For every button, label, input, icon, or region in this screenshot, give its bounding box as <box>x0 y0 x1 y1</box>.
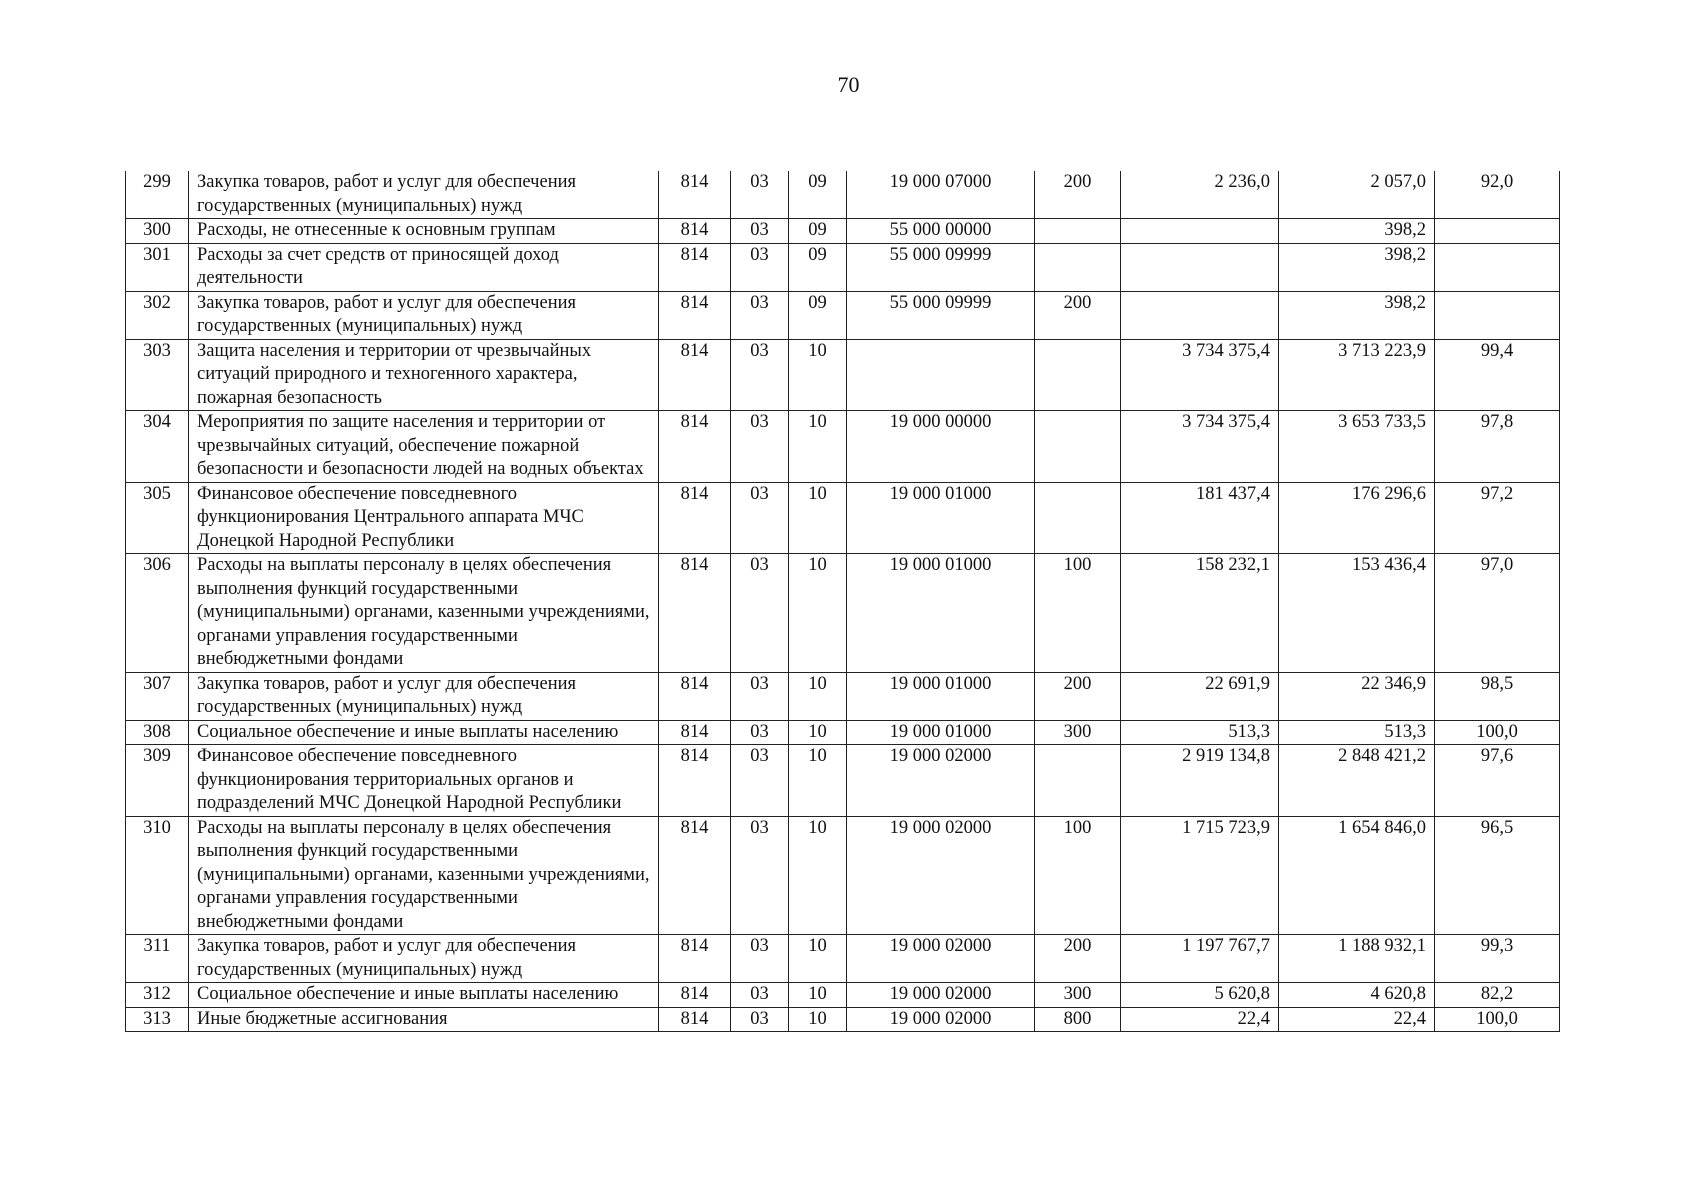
subsection-code-cell: 10 <box>789 816 847 935</box>
target-article-cell: 55 000 00000 <box>847 219 1035 244</box>
target-article-cell: 19 000 02000 <box>847 745 1035 817</box>
expense-name-cell: Расходы, не отнесенные к основным группам <box>189 219 659 244</box>
actual-amount-cell: 153 436,4 <box>1279 554 1435 673</box>
subsection-code-cell: 10 <box>789 935 847 983</box>
execution-percent-cell <box>1435 219 1560 244</box>
execution-percent-cell: 100,0 <box>1435 1007 1560 1032</box>
target-article-cell: 19 000 02000 <box>847 1007 1035 1032</box>
table-row <box>126 554 1560 673</box>
actual-amount-cell: 1 188 932,1 <box>1279 935 1435 983</box>
section-code-cell: 03 <box>731 411 789 483</box>
section-code-cell: 03 <box>731 935 789 983</box>
ministry-code-cell: 814 <box>659 339 731 411</box>
ministry-code-cell: 814 <box>659 411 731 483</box>
planned-amount-cell: 2 919 134,8 <box>1121 745 1279 817</box>
table-row <box>126 243 1560 291</box>
subsection-code-cell: 10 <box>789 482 847 554</box>
expense-type-cell <box>1035 745 1121 817</box>
actual-amount-cell: 22 346,9 <box>1279 672 1435 720</box>
execution-percent-cell: 97,8 <box>1435 411 1560 483</box>
planned-amount-cell: 2 236,0 <box>1121 171 1279 219</box>
row-number-cell: 299 <box>126 171 189 219</box>
actual-amount-cell: 513,3 <box>1279 720 1435 745</box>
execution-percent-cell: 82,2 <box>1435 983 1560 1008</box>
row-number-cell: 306 <box>126 554 189 673</box>
subsection-code-cell: 10 <box>789 339 847 411</box>
planned-amount-cell <box>1121 219 1279 244</box>
planned-amount-cell: 3 734 375,4 <box>1121 411 1279 483</box>
table-row <box>126 983 1560 1008</box>
ministry-code-cell: 814 <box>659 720 731 745</box>
expense-name-cell: Расходы на выплаты персоналу в целях обеспечения выполнения функций государственными (муниципальными) органами, казенными учреждениями, органами управления государственными внебюджетными фондами <box>189 816 659 935</box>
table-row <box>126 171 1560 219</box>
section-code-cell: 03 <box>731 243 789 291</box>
ministry-code-cell: 814 <box>659 935 731 983</box>
subsection-code-cell: 09 <box>789 243 847 291</box>
expense-type-cell: 200 <box>1035 672 1121 720</box>
actual-amount-cell: 2 848 421,2 <box>1279 745 1435 817</box>
table-row <box>126 672 1560 720</box>
row-number-cell: 301 <box>126 243 189 291</box>
table-row <box>126 1007 1560 1032</box>
planned-amount-cell: 5 620,8 <box>1121 983 1279 1008</box>
execution-percent-cell <box>1435 291 1560 339</box>
expense-type-cell: 200 <box>1035 935 1121 983</box>
expense-name-cell: Финансовое обеспечение повседневного функционирования территориальных органов и подразделений МЧС Донецкой Народной Республики <box>189 745 659 817</box>
row-number-cell: 312 <box>126 983 189 1008</box>
ministry-code-cell: 814 <box>659 672 731 720</box>
subsection-code-cell: 10 <box>789 672 847 720</box>
budget-table <box>125 171 1560 1032</box>
subsection-code-cell: 09 <box>789 219 847 244</box>
target-article-cell: 19 000 01000 <box>847 720 1035 745</box>
execution-percent-cell: 100,0 <box>1435 720 1560 745</box>
table-row <box>126 219 1560 244</box>
ministry-code-cell: 814 <box>659 816 731 935</box>
subsection-code-cell: 09 <box>789 291 847 339</box>
planned-amount-cell: 158 232,1 <box>1121 554 1279 673</box>
execution-percent-cell: 98,5 <box>1435 672 1560 720</box>
section-code-cell: 03 <box>731 720 789 745</box>
expense-name-cell: Финансовое обеспечение повседневного функционирования Центрального аппарата МЧС Донецкой Народной Республики <box>189 482 659 554</box>
expense-type-cell <box>1035 411 1121 483</box>
expense-type-cell <box>1035 339 1121 411</box>
actual-amount-cell: 22,4 <box>1279 1007 1435 1032</box>
expense-name-cell: Закупка товаров, работ и услуг для обеспечения государственных (муниципальных) нужд <box>189 171 659 219</box>
table-row <box>126 935 1560 983</box>
expense-name-cell: Закупка товаров, работ и услуг для обеспечения государственных (муниципальных) нужд <box>189 672 659 720</box>
planned-amount-cell <box>1121 291 1279 339</box>
row-number-cell: 313 <box>126 1007 189 1032</box>
ministry-code-cell: 814 <box>659 554 731 673</box>
row-number-cell: 311 <box>126 935 189 983</box>
actual-amount-cell: 398,2 <box>1279 219 1435 244</box>
table-body <box>126 171 1560 1032</box>
table-row <box>126 816 1560 935</box>
ministry-code-cell: 814 <box>659 1007 731 1032</box>
expense-type-cell: 100 <box>1035 816 1121 935</box>
expense-name-cell: Социальное обеспечение и иные выплаты населению <box>189 720 659 745</box>
row-number-cell: 300 <box>126 219 189 244</box>
section-code-cell: 03 <box>731 482 789 554</box>
expense-type-cell: 200 <box>1035 171 1121 219</box>
ministry-code-cell: 814 <box>659 291 731 339</box>
expense-name-cell: Закупка товаров, работ и услуг для обеспечения государственных (муниципальных) нужд <box>189 935 659 983</box>
planned-amount-cell: 513,3 <box>1121 720 1279 745</box>
target-article-cell: 19 000 02000 <box>847 816 1035 935</box>
ministry-code-cell: 814 <box>659 482 731 554</box>
execution-percent-cell: 92,0 <box>1435 171 1560 219</box>
section-code-cell: 03 <box>731 745 789 817</box>
table-row <box>126 482 1560 554</box>
target-article-cell: 19 000 01000 <box>847 482 1035 554</box>
row-number-cell: 302 <box>126 291 189 339</box>
ministry-code-cell: 814 <box>659 171 731 219</box>
subsection-code-cell: 09 <box>789 171 847 219</box>
section-code-cell: 03 <box>731 554 789 673</box>
actual-amount-cell: 4 620,8 <box>1279 983 1435 1008</box>
planned-amount-cell: 181 437,4 <box>1121 482 1279 554</box>
row-number-cell: 303 <box>126 339 189 411</box>
planned-amount-cell: 1 197 767,7 <box>1121 935 1279 983</box>
row-number-cell: 307 <box>126 672 189 720</box>
row-number-cell: 308 <box>126 720 189 745</box>
row-number-cell: 305 <box>126 482 189 554</box>
actual-amount-cell: 176 296,6 <box>1279 482 1435 554</box>
table-row <box>126 339 1560 411</box>
target-article-cell: 19 000 01000 <box>847 554 1035 673</box>
subsection-code-cell: 10 <box>789 1007 847 1032</box>
table-row <box>126 745 1560 817</box>
ministry-code-cell: 814 <box>659 243 731 291</box>
execution-percent-cell: 97,0 <box>1435 554 1560 673</box>
ministry-code-cell: 814 <box>659 983 731 1008</box>
target-article-cell: 19 000 02000 <box>847 935 1035 983</box>
actual-amount-cell: 2 057,0 <box>1279 171 1435 219</box>
target-article-cell <box>847 339 1035 411</box>
section-code-cell: 03 <box>731 672 789 720</box>
row-number-cell: 309 <box>126 745 189 817</box>
actual-amount-cell: 1 654 846,0 <box>1279 816 1435 935</box>
execution-percent-cell: 96,5 <box>1435 816 1560 935</box>
target-article-cell: 19 000 00000 <box>847 411 1035 483</box>
expense-name-cell: Закупка товаров, работ и услуг для обеспечения государственных (муниципальных) нужд <box>189 291 659 339</box>
table-row <box>126 720 1560 745</box>
expense-type-cell <box>1035 243 1121 291</box>
section-code-cell: 03 <box>731 816 789 935</box>
subsection-code-cell: 10 <box>789 554 847 673</box>
expense-name-cell: Мероприятия по защите населения и территории от чрезвычайных ситуаций, обеспечение пожарной безопасности и безопасности людей на водных объектах <box>189 411 659 483</box>
ministry-code-cell: 814 <box>659 745 731 817</box>
expense-type-cell <box>1035 219 1121 244</box>
expense-name-cell: Социальное обеспечение и иные выплаты населению <box>189 983 659 1008</box>
subsection-code-cell: 10 <box>789 983 847 1008</box>
expense-type-cell: 800 <box>1035 1007 1121 1032</box>
table-row <box>126 411 1560 483</box>
target-article-cell: 55 000 09999 <box>847 243 1035 291</box>
row-number-cell: 310 <box>126 816 189 935</box>
target-article-cell: 19 000 01000 <box>847 672 1035 720</box>
execution-percent-cell: 97,2 <box>1435 482 1560 554</box>
section-code-cell: 03 <box>731 171 789 219</box>
section-code-cell: 03 <box>731 1007 789 1032</box>
subsection-code-cell: 10 <box>789 411 847 483</box>
expense-name-cell: Иные бюджетные ассигнования <box>189 1007 659 1032</box>
section-code-cell: 03 <box>731 291 789 339</box>
execution-percent-cell: 99,3 <box>1435 935 1560 983</box>
planned-amount-cell: 3 734 375,4 <box>1121 339 1279 411</box>
execution-percent-cell <box>1435 243 1560 291</box>
actual-amount-cell: 398,2 <box>1279 291 1435 339</box>
section-code-cell: 03 <box>731 983 789 1008</box>
ministry-code-cell: 814 <box>659 219 731 244</box>
target-article-cell: 55 000 09999 <box>847 291 1035 339</box>
expense-type-cell: 300 <box>1035 720 1121 745</box>
planned-amount-cell: 22,4 <box>1121 1007 1279 1032</box>
expense-type-cell <box>1035 482 1121 554</box>
section-code-cell: 03 <box>731 219 789 244</box>
expense-name-cell: Расходы на выплаты персоналу в целях обеспечения выполнения функций государственными (муниципальными) органами, казенными учреждениями, органами управления государственными внебюджетными фондами <box>189 554 659 673</box>
target-article-cell: 19 000 07000 <box>847 171 1035 219</box>
expense-type-cell: 100 <box>1035 554 1121 673</box>
expense-type-cell: 300 <box>1035 983 1121 1008</box>
expense-name-cell: Защита населения и территории от чрезвычайных ситуаций природного и техногенного характера, пожарная безопасность <box>189 339 659 411</box>
execution-percent-cell: 99,4 <box>1435 339 1560 411</box>
table-row <box>126 291 1560 339</box>
section-code-cell: 03 <box>731 339 789 411</box>
subsection-code-cell: 10 <box>789 745 847 817</box>
expense-name-cell: Расходы за счет средств от приносящей доход деятельности <box>189 243 659 291</box>
target-article-cell: 19 000 02000 <box>847 983 1035 1008</box>
planned-amount-cell: 22 691,9 <box>1121 672 1279 720</box>
actual-amount-cell: 3 713 223,9 <box>1279 339 1435 411</box>
expense-type-cell: 200 <box>1035 291 1121 339</box>
page-number: 70 <box>837 72 860 97</box>
execution-percent-cell: 97,6 <box>1435 745 1560 817</box>
subsection-code-cell: 10 <box>789 720 847 745</box>
planned-amount-cell: 1 715 723,9 <box>1121 816 1279 935</box>
actual-amount-cell: 398,2 <box>1279 243 1435 291</box>
row-number-cell: 304 <box>126 411 189 483</box>
planned-amount-cell <box>1121 243 1279 291</box>
actual-amount-cell: 3 653 733,5 <box>1279 411 1435 483</box>
